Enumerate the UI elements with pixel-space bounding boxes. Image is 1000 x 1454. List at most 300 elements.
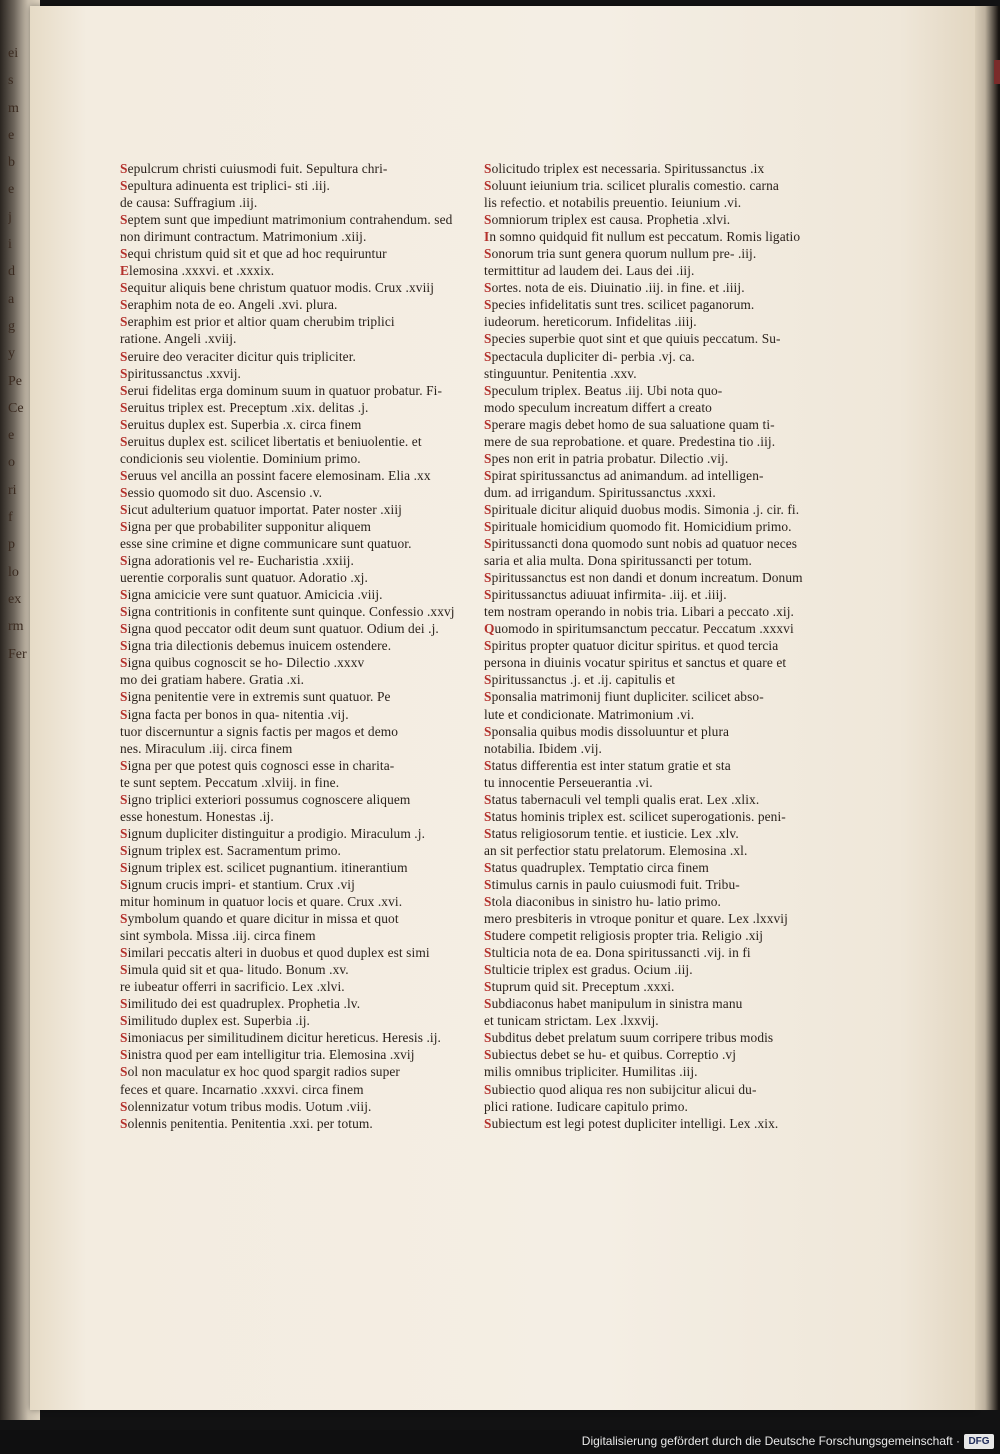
- line-text: piritussanctus est non dandi et donum increatum. Donum: [491, 570, 803, 586]
- rubric-initial: S: [120, 212, 128, 228]
- text-line: [120, 620, 438, 637]
- line-text: imilitudo duplex est. Superbia .ij.: [127, 1013, 310, 1029]
- text-line: feces et quare. Incarnatio .xxxvi. circa finem: [120, 1081, 364, 1097]
- text-line: plici ratione. Iudicare capitulo primo.: [484, 1098, 688, 1114]
- text-line: sint symbola. Missa .iij. circa finem: [120, 928, 316, 944]
- line-text: omniorum triplex est causa. Prophetia .xlvi.: [491, 212, 731, 228]
- bookmark-tab: [994, 60, 1000, 84]
- text-line: termittitur ad laudem dei. Laus dei .iij.: [484, 263, 695, 279]
- text-line: [120, 910, 438, 927]
- text-line: [484, 416, 790, 433]
- text-line: [484, 757, 790, 774]
- line-text: eruus vel ancilla an possint facere elemosinam. Elia .xx: [127, 467, 431, 483]
- text-line: [120, 1098, 438, 1115]
- text-line: [484, 348, 790, 365]
- text-line: [120, 501, 438, 518]
- text-line: tem nostram operando in nobis tria. Libari a peccato .xij.: [484, 604, 794, 620]
- rubric-initial: S: [484, 1030, 492, 1046]
- line-text: ponsalia matrimonij fiunt dupliciter. scilicet abso-: [491, 689, 764, 705]
- text-line: dum. ad irrigandum. Spiritussanctus .xxxi.: [484, 484, 716, 500]
- rubric-initial: S: [120, 178, 128, 194]
- text-line: [120, 467, 438, 484]
- text-line: [120, 586, 438, 603]
- rubric-initial: S: [120, 621, 128, 637]
- text-line: [484, 671, 790, 688]
- line-text: pirituale homicidium quomodo fit. Homicidium primo.: [491, 518, 792, 534]
- line-text: n somno quidquid fit nullum est peccatum. Romis ligatio: [489, 229, 801, 245]
- text-line: [484, 501, 800, 518]
- text-line: [484, 450, 790, 467]
- text-line: [120, 944, 438, 961]
- text-line: te sunt septem. Peccatum .xlviij. in fine.: [120, 774, 340, 790]
- text-line: [120, 995, 438, 1012]
- rubric-initial: S: [120, 859, 128, 875]
- line-text: igna adorationis vel re- Eucharistia .xxiij.: [127, 553, 354, 569]
- text-line: condicionis seu violentie. Dominium primo.: [120, 450, 361, 466]
- margin-fragment: a: [8, 291, 15, 307]
- text-line: lis refectio. et notabilis preuentio. Ieiunium .vi.: [484, 195, 742, 211]
- rubric-initial: S: [484, 979, 492, 995]
- rubric-initial: S: [120, 962, 128, 978]
- footer-bar: [0, 1430, 1000, 1454]
- rubric-initial: S: [484, 570, 492, 586]
- rubric-initial: S: [120, 484, 128, 500]
- margin-fragment: ex: [8, 591, 22, 607]
- text-line: lute et condicionate. Matrimonium .vi.: [484, 706, 695, 722]
- margin-fragment: j: [8, 209, 12, 225]
- line-text: tatus tabernaculi vel templi qualis erat. Lex .xlix.: [491, 791, 760, 807]
- text-line: de causa: Suffragium .iij.: [120, 195, 258, 211]
- text-line: [120, 416, 438, 433]
- text-line: [484, 791, 790, 808]
- margin-fragment: s: [8, 73, 14, 89]
- text-line: [484, 228, 801, 245]
- text-line: [484, 620, 794, 637]
- text-line: [484, 467, 790, 484]
- text-line: [484, 808, 790, 825]
- text-line: [484, 637, 790, 654]
- text-line: [484, 569, 803, 586]
- line-text: equitur aliquis bene christum quatuor modis. Crux .xviij: [127, 280, 435, 296]
- text-line: iudeorum. hereticorum. Infidelitas .iiij.: [484, 314, 697, 330]
- text-line: [120, 688, 438, 705]
- line-text: tatus differentia est inter statum gratie et sta: [491, 757, 731, 773]
- line-text: pecies infidelitatis sunt tres. scilicet paganorum.: [491, 297, 755, 313]
- rubric-initial: Q: [484, 621, 495, 637]
- rubric-initial: S: [484, 876, 492, 892]
- rubric-initial: S: [484, 894, 492, 910]
- rubric-initial: S: [484, 331, 492, 347]
- line-text: ortes. nota de eis. Diuinatio .iij. in fine. et .iiij.: [491, 280, 745, 296]
- text-line: [120, 518, 438, 535]
- line-text: igna contritionis in confitente sunt quinque. Confessio .xxvj: [127, 604, 455, 620]
- rubric-initial: S: [120, 842, 128, 858]
- line-text: epultura adinuenta est triplici- sti .iij.: [127, 178, 330, 194]
- line-text: tudere competit religiosis propter tria. Religio .xij: [491, 928, 764, 944]
- rubric-initial: S: [120, 433, 128, 449]
- rubric-initial: S: [484, 962, 492, 978]
- line-text: ignum crucis impri- et stantium. Crux .vij: [127, 876, 355, 892]
- rubric-initial: S: [484, 161, 492, 176]
- rubric-initial: S: [120, 655, 128, 671]
- text-line: [120, 859, 438, 876]
- text-line: [484, 1046, 790, 1063]
- line-text: olennizatur votum tribus modis. Uotum .viij.: [127, 1098, 372, 1114]
- line-text: imoniacus per similitudinem dicitur hereticus. Heresis .ij.: [127, 1030, 442, 1046]
- rubric-initial: S: [484, 382, 492, 398]
- rubric-initial: S: [120, 365, 128, 381]
- text-line: [484, 927, 790, 944]
- text-line: [120, 842, 438, 859]
- margin-fragment: o: [8, 455, 15, 471]
- line-text: epulcrum christi cuiusmodi fuit. Sepultura chri-: [127, 161, 388, 176]
- rubric-initial: I: [484, 229, 490, 245]
- footer-credit: Digitalisierung gefördert durch die Deutsche Forschungsgemeinschaft ·: [581, 1434, 960, 1448]
- rubric-initial: S: [484, 757, 492, 773]
- margin-fragment: Pe: [8, 373, 22, 389]
- line-text: ymbolum quando et quare dicitur in missa et quot: [127, 911, 399, 927]
- rubric-initial: S: [484, 996, 492, 1012]
- text-line: [120, 1046, 438, 1063]
- line-text: imilari peccatis alteri in duobus et quod duplex est simi: [127, 945, 430, 961]
- rubric-initial: S: [120, 876, 128, 892]
- line-text: pirituale dicitur aliquid duobus modis. Simonia .j. cir. fi.: [491, 501, 800, 517]
- text-line: milis omnibus tripliciter. Humilitas .iij.: [484, 1064, 698, 1080]
- rubric-initial: S: [120, 689, 128, 705]
- line-text: ignum dupliciter distinguitur a prodigio. Miraculum .j.: [127, 825, 426, 841]
- text-line: [120, 484, 438, 501]
- line-text: pes non erit in patria probatur. Dilectio .vij.: [491, 450, 729, 466]
- text-line: [484, 279, 790, 296]
- margin-fragment: m: [8, 100, 19, 116]
- line-text: piritus propter quatuor dicitur spiritus. et quod tercia: [491, 638, 779, 654]
- rubric-initial: S: [484, 689, 492, 705]
- rubric-initial: S: [120, 382, 128, 398]
- text-line: [484, 1029, 790, 1046]
- margin-fragment: p: [8, 537, 15, 553]
- rubric-initial: S: [120, 1064, 128, 1080]
- text-line: [120, 654, 438, 671]
- rubric-initial: S: [484, 467, 492, 483]
- line-text: piritussanctus adiuuat infirmita- .iij. et .iiij.: [491, 587, 727, 603]
- text-line: [484, 245, 790, 262]
- rubric-initial: S: [120, 416, 128, 432]
- line-text: tatus hominis triplex est. scilicet superogationis. peni-: [491, 808, 786, 824]
- rubric-initial: S: [120, 297, 128, 313]
- rubric-initial: S: [120, 1115, 128, 1131]
- rubric-initial: S: [484, 536, 492, 552]
- line-text: tulticia nota de ea. Dona spiritussancti .vij. in fi: [491, 945, 751, 961]
- margin-fragment: lo: [8, 564, 19, 580]
- rubric-initial: S: [484, 1047, 492, 1063]
- text-line: [120, 825, 438, 842]
- rubric-initial: S: [484, 178, 492, 194]
- rubric-initial: S: [484, 945, 492, 961]
- margin-fragment: Ce: [8, 400, 24, 416]
- line-text: tatus quadruplex. Temptatio circa finem: [491, 859, 709, 875]
- text-line: [484, 961, 790, 978]
- margin-fragment: y: [8, 346, 15, 362]
- line-text: onorum tria sunt genera quorum nullum pre- .iij.: [491, 246, 757, 262]
- rubric-initial: S: [120, 604, 128, 620]
- text-line: mo dei gratiam habere. Gratia .xi.: [120, 672, 305, 688]
- text-line: uerentie corporalis sunt quatuor. Adoratio .xj.: [120, 570, 368, 586]
- line-text: tola diaconibus in sinistro hu- latio primo.: [491, 894, 721, 910]
- line-text: piritussanctus .j. et .ij. capitulis et: [491, 672, 676, 688]
- text-line: [484, 859, 790, 876]
- margin-fragment: f: [8, 510, 13, 526]
- text-line: [484, 893, 790, 910]
- text-line: [484, 825, 790, 842]
- line-text: olennis penitentia. Penitentia .xxi. per totum.: [127, 1115, 373, 1131]
- text-line: mitur hominum in quatuor locis et quare. Crux .xvi.: [120, 894, 403, 910]
- line-text: lemosina .xxxvi. et .xxxix.: [129, 263, 275, 279]
- line-text: pirat spiritussanctus ad animandum. ad intelligen-: [491, 467, 764, 483]
- text-line: [120, 296, 438, 313]
- line-text: olicitudo triplex est necessaria. Spiritussanctus .ix: [491, 161, 765, 176]
- line-text: ubiectio quod aliqua res non subijcitur alicui du-: [491, 1081, 757, 1097]
- line-text: imilitudo dei est quadruplex. Prophetia .lv.: [127, 996, 361, 1012]
- rubric-initial: S: [484, 791, 492, 807]
- rubric-initial: S: [484, 280, 492, 296]
- text-line: modo speculum increatum differt a creato: [484, 399, 712, 415]
- rubric-initial: S: [120, 161, 128, 176]
- text-line: [484, 296, 790, 313]
- rubric-initial: S: [484, 638, 492, 654]
- text-line: [120, 757, 438, 774]
- line-text: equi christum quid sit et que ad hoc requiruntur: [127, 246, 387, 262]
- rubric-initial: S: [484, 859, 492, 875]
- text-line: [120, 245, 438, 262]
- rubric-initial: E: [120, 263, 130, 279]
- line-text: imula quid sit et qua- litudo. Bonum .xv.: [127, 962, 349, 978]
- text-line: nes. Miraculum .iij. circa finem: [120, 740, 293, 756]
- rubric-initial: S: [120, 791, 128, 807]
- rubric-initial: S: [484, 808, 492, 824]
- rubric-initial: S: [120, 587, 128, 603]
- rubric-initial: S: [120, 1030, 128, 1046]
- line-text: ignum triplex est. scilicet pugnantium. itinerantium: [127, 859, 408, 875]
- text-line: [120, 603, 455, 620]
- margin-fragment: ri: [8, 482, 17, 498]
- rubric-initial: S: [484, 825, 492, 841]
- rubric-initial: S: [120, 638, 128, 654]
- margin-fragment: ei: [8, 46, 19, 61]
- text-line: [484, 1081, 790, 1098]
- text-line: re iubeatur offerri in sacrificio. Lex .xlvi.: [120, 979, 345, 995]
- line-text: ubdiaconus habet manipulum in sinistra manu: [491, 996, 743, 1012]
- text-line: [484, 688, 790, 705]
- line-text: essio quomodo sit duo. Ascensio .v.: [127, 484, 323, 500]
- text-line: notabilia. Ibidem .vij.: [484, 740, 602, 756]
- text-line: [120, 433, 438, 450]
- rubric-initial: S: [484, 416, 492, 432]
- text-line: [120, 961, 438, 978]
- rubric-initial: S: [120, 911, 128, 927]
- line-text: eruitus triplex est. Preceptum .xix. delitas .j.: [127, 399, 369, 415]
- text-line: [484, 944, 790, 961]
- line-text: ol non maculatur ex hoc quod spargit radios super: [127, 1064, 400, 1080]
- rubric-initial: S: [484, 450, 492, 466]
- line-text: ubditus debet prelatum suum corripere tribus modis: [491, 1030, 774, 1046]
- dfg-logo: DFG: [964, 1434, 994, 1449]
- rubric-initial: S: [120, 1013, 128, 1029]
- line-text: piritussancti dona quomodo sunt nobis ad quatuor neces: [491, 536, 798, 552]
- line-text: ubiectus debet se hu- et quibus. Correptio .vj: [491, 1047, 737, 1063]
- line-text: igna tria dilectionis debemus inuicem ostendere.: [127, 638, 392, 654]
- text-line: [120, 313, 438, 330]
- line-text: igno triplici exteriori possumus cognoscere aliquem: [127, 791, 411, 807]
- line-text: eraphim nota de eo. Angeli .xvi. plura.: [127, 297, 338, 313]
- text-line: [484, 160, 790, 177]
- rubric-initial: S: [484, 297, 492, 313]
- line-text: oluunt ieiunium tria. scilicet pluralis comestio. carna: [491, 178, 779, 194]
- rubric-initial: S: [120, 399, 128, 415]
- rubric-initial: S: [484, 246, 492, 262]
- line-text: tulticie triplex est gradus. Ocium .iij.: [491, 962, 693, 978]
- rubric-initial: S: [120, 757, 128, 773]
- line-text: ponsalia quibus modis dissoluuntur et plura: [491, 723, 730, 739]
- text-line: [120, 637, 438, 654]
- text-line: [120, 1115, 438, 1132]
- line-text: igna penitentie vere in extremis sunt quatuor. Pe: [127, 689, 391, 705]
- text-line: tuor discernuntur a signis factis per magos et demo: [120, 723, 399, 739]
- line-text: pectacula dupliciter di- perbia .vj. ca.: [491, 348, 695, 364]
- rubric-initial: S: [120, 246, 128, 262]
- text-line: [484, 978, 790, 995]
- rubric-initial: S: [484, 587, 492, 603]
- margin-fragment: Fer: [8, 646, 27, 662]
- text-line: esse honestum. Honestas .ij.: [120, 808, 274, 824]
- text-line: [484, 876, 790, 893]
- line-text: erui fidelitas erga dominum suum in quatuor probatur. Fi-: [127, 382, 443, 398]
- line-text: inistra quod per eam intelligitur tria. Elemosina .xvij: [127, 1047, 415, 1063]
- text-line: [120, 382, 443, 399]
- text-line: [484, 1115, 790, 1132]
- text-line: [484, 723, 790, 740]
- line-text: eruitus duplex est. scilicet libertatis et beniuolentie. et: [127, 433, 422, 449]
- text-line: et tunicam strictam. Lex .lxxvij.: [484, 1013, 659, 1029]
- text-line: [484, 330, 790, 347]
- rubric-initial: S: [484, 501, 492, 517]
- text-line: mere de sua reprobatione. et quare. Predestina tio .iij.: [484, 433, 776, 449]
- rubric-initial: S: [484, 518, 492, 534]
- text-line: saria et alia multa. Dona spiritussancti per totum.: [484, 553, 753, 569]
- text-line: esse sine crimine et digne communicare sunt quatuor.: [120, 536, 412, 552]
- line-text: ignum triplex est. Sacramentum primo.: [127, 842, 342, 858]
- rubric-initial: S: [120, 467, 128, 483]
- line-text: igna amicicie vere sunt quatuor. Amicicia .viij.: [127, 587, 383, 603]
- right-text-column: [484, 160, 803, 1132]
- text-line: [120, 552, 438, 569]
- rubric-initial: S: [484, 1115, 492, 1131]
- line-text: peculum triplex. Beatus .iij. Ubi nota quo-: [491, 382, 723, 398]
- text-line: [120, 365, 438, 382]
- rubric-initial: S: [484, 723, 492, 739]
- page-edge-right: [975, 6, 1000, 1410]
- margin-fragment: g: [8, 318, 15, 334]
- rubric-initial: S: [120, 706, 128, 722]
- text-line: [484, 177, 790, 194]
- rubric-initial: S: [484, 672, 492, 688]
- text-line: persona in diuinis vocatur spiritus et sanctus et quare et: [484, 655, 787, 671]
- rubric-initial: S: [120, 945, 128, 961]
- text-line: [120, 177, 438, 194]
- text-line: [120, 706, 438, 723]
- text-line: [484, 586, 790, 603]
- text-line: [484, 518, 790, 535]
- line-text: eruire deo veraciter dicitur quis tripliciter.: [127, 348, 356, 364]
- text-line: tu innocentie Perseuerantia .vi.: [484, 774, 653, 790]
- rubric-initial: S: [120, 1047, 128, 1063]
- margin-fragment: d: [8, 264, 15, 280]
- line-text: igna quod peccator odit deum sunt quatuor. Odium dei .j.: [127, 621, 439, 637]
- rubric-initial: S: [120, 501, 128, 517]
- rubric-initial: S: [484, 928, 492, 944]
- line-text: tatus religiosorum tentie. et iusticie. Lex .xlv.: [491, 825, 739, 841]
- text-line: [120, 211, 453, 228]
- line-text: eptem sunt que impediunt matrimonium contrahendum. sed: [127, 212, 453, 228]
- margin-fragment: b: [8, 155, 15, 171]
- line-text: tuprum quid sit. Preceptum .xxxi.: [491, 979, 675, 995]
- margin-fragment: rm: [8, 619, 24, 635]
- line-text: ubiectum est legi potest dupliciter intelligi. Lex .xix.: [491, 1115, 779, 1131]
- margin-fragment: e: [8, 428, 15, 444]
- text-line: [120, 348, 438, 365]
- rubric-initial: S: [120, 553, 128, 569]
- rubric-initial: S: [484, 348, 492, 364]
- line-text: eraphim est prior et altior quam cherubim triplici: [127, 314, 395, 330]
- rubric-initial: S: [120, 996, 128, 1012]
- line-text: igna facta per bonos in qua- nitentia .vij.: [127, 706, 349, 722]
- rubric-initial: S: [120, 280, 128, 296]
- line-text: icut adulterium quatuor importat. Pater noster .xiij: [127, 501, 403, 517]
- rubric-initial: S: [484, 1081, 492, 1097]
- text-line: [120, 1012, 438, 1029]
- text-line: mero presbiteris in vtroque ponitur et quare. Lex .lxxvij: [484, 911, 788, 927]
- text-line: [484, 211, 790, 228]
- text-line: an sit perfectior statu prelatorum. Elemosina .xl.: [484, 842, 748, 858]
- text-line: [120, 262, 438, 279]
- line-text: uomodo in spiritumsanctum peccatur. Peccatum .xxxvi: [494, 621, 794, 637]
- text-line: [484, 535, 798, 552]
- line-text: eruitus duplex est. Superbia .x. circa finem: [127, 416, 362, 432]
- rubric-initial: S: [484, 212, 492, 228]
- text-line: stinguuntur. Penitentia .xxv.: [484, 365, 637, 381]
- text-line: [120, 791, 438, 808]
- line-text: igna per que potest quis cognosci esse in charita-: [127, 757, 395, 773]
- text-line: [120, 279, 438, 296]
- text-line: [120, 399, 438, 416]
- margin-fragment: e: [8, 127, 15, 143]
- line-text: timulus carnis in paulo cuiusmodi fuit. Tribu-: [491, 876, 740, 892]
- text-line: [120, 1063, 438, 1080]
- text-line: non dirimunt contractum. Matrimonium .xiij.: [120, 229, 367, 245]
- text-line: [120, 1029, 442, 1046]
- line-text: perare magis debet homo de sua saluatione quam ti-: [491, 416, 775, 432]
- left-text-column: [120, 160, 455, 1132]
- text-line: [484, 995, 790, 1012]
- rubric-initial: S: [120, 1098, 128, 1114]
- margin-fragment: e: [8, 182, 15, 198]
- rubric-initial: S: [120, 314, 128, 330]
- rubric-initial: S: [120, 825, 128, 841]
- line-text: igna per que probabiliter supponitur aliquem: [127, 518, 372, 534]
- rubric-initial: S: [120, 518, 128, 534]
- margin-fragment: i: [8, 237, 12, 253]
- text-line: [484, 382, 790, 399]
- text-line: ratione. Angeli .xviij.: [120, 331, 237, 347]
